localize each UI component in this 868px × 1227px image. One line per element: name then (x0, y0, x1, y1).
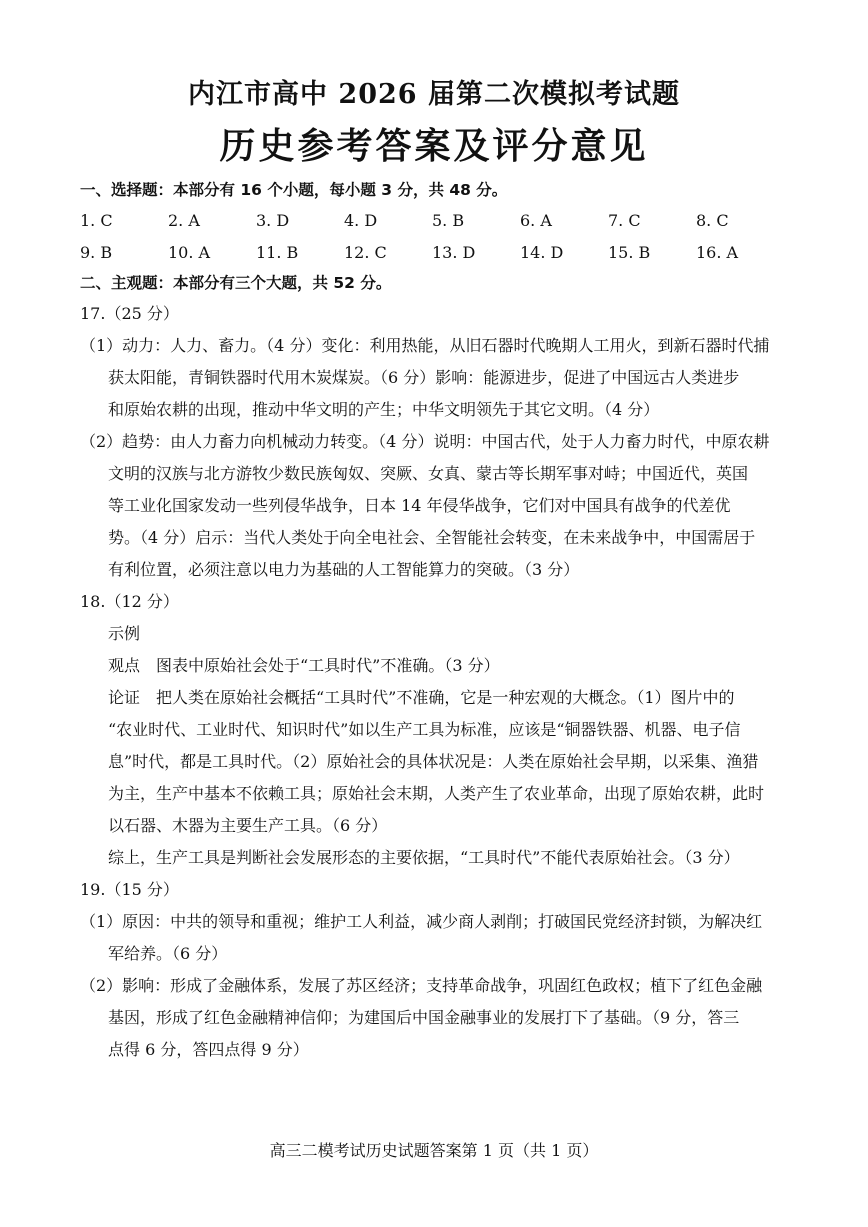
q19-p1-line: 军给养。（6 分） (108, 944, 228, 963)
mc-answer: 2. A (168, 211, 200, 230)
mc-answer: 4. D (344, 211, 378, 230)
q18-line: 示例 (108, 624, 141, 643)
q18-line: 为主，生产中基本不依赖工具；原始社会末期，人类产生了农业革命，出现了原始农耕，此时 (108, 784, 765, 803)
exam-title: 内江市高中 2026 届第二次模拟考试题 (188, 79, 680, 110)
section1-heading: 一、选择题：本部分有 16 个小题，每小题 3 分，共 48 分。 (80, 181, 508, 199)
q17-p1-line: 获太阳能，青铜铁器时代用木炭煤炭。（6 分）影响：能源进步，促进了中国远古人类进步 (108, 368, 740, 387)
mc-answer: 14. D (520, 243, 564, 262)
q17-p1-line: 和原始农耕的出现，推动中华文明的产生；中华文明领先于其它文明。（4 分） (108, 400, 660, 419)
q19-p2-line: （2）影响：形成了金融体系，发展了苏区经济；支持革命战争，巩固红色政权；植下了红色金融 (80, 976, 763, 995)
q17-label: 17.（25 分） (80, 304, 179, 323)
q19-p2-line: 基因，形成了红色金融精神信仰；为建国后中国金融事业的发展打下了基础。（9 分，答三 (108, 1008, 740, 1027)
q19-p2-line: 点得 6 分，答四点得 9 分） (108, 1040, 309, 1059)
mc-answer: 6. A (520, 211, 552, 230)
q19-label: 19.（15 分） (80, 880, 179, 899)
q17-p2-line: 文明的汉族与北方游牧少数民族匈奴、突厥、女真、蒙古等长期军事对峙；中国近代，英国 (108, 464, 749, 483)
q18-line: 以石器、木器为主要生产工具。（6 分） (108, 816, 388, 835)
q17-p2-line: 等工业化国家发动一些列侵华战争，日本 14 年侵华战争，它们对中国具有战争的代差优 (108, 496, 731, 515)
q18-line: 综上，生产工具是判断社会发展形态的主要依据，“工具时代”不能代表原始社会。（3 分） (108, 848, 740, 867)
q18-line: 论证 把人类在原始社会概括“工具时代”不准确，它是一种宏观的大概念。（1）图片中的 (108, 688, 735, 707)
mc-answer: 1. C (80, 211, 113, 230)
q17-p2-line: （2）趋势：由人力畜力向机械动力转变。（4 分）说明：中国古代，处于人力畜力时代，中原农耕 (80, 432, 770, 451)
document-title: 历史参考答案及评分意见 (219, 125, 649, 167)
q18-line: 观点 图表中原始社会处于“工具时代”不准确。（3 分） (108, 656, 500, 675)
mc-answer: 9. B (80, 243, 113, 262)
q18-line: 息”时代，都是工具时代。（2）原始社会的具体状况是：人类在原始社会早期，以采集、渔猎 (108, 752, 759, 771)
mc-answer: 10. A (168, 243, 211, 262)
mc-answer: 13. D (432, 243, 476, 262)
q18-line: “农业时代、工业时代、知识时代”如以生产工具为标准，应该是“铜器铁器、机器、电子信 (108, 720, 741, 739)
q17-p1-line: （1）动力：人力、畜力。（4 分）变化：利用热能，从旧石器时代晚期人工用火，到新石器时代捕 (80, 336, 770, 355)
q17-p2-line: 势。（4 分）启示：当代人类处于向全电社会、全智能社会转变，在未来战争中，中国需居于 (108, 528, 756, 547)
mc-answer: 5. B (432, 211, 465, 230)
mc-answer: 8. C (696, 211, 729, 230)
page-footer: 高三二模考试历史试题答案第 1 页（共 1 页） (269, 1141, 599, 1160)
section2-heading: 二、主观题：本部分有三个大题，共 52 分。 (80, 274, 392, 292)
mc-answer: 12. C (344, 243, 387, 262)
mc-answer: 3. D (256, 211, 290, 230)
q19-p1-line: （1）原因：中共的领导和重视；维护工人利益，减少商人剥削；打破国民党经济封锁，为解决红 (80, 912, 763, 931)
mc-answer: 11. B (256, 243, 299, 262)
q18-label: 18.（12 分） (80, 592, 179, 611)
mc-answer: 15. B (608, 243, 651, 262)
q17-p2-line: 有利位置，必须注意以电力为基础的人工智能算力的突破。（3 分） (108, 560, 580, 579)
mc-answer: 7. C (608, 211, 641, 230)
mc-answer: 16. A (696, 243, 739, 262)
